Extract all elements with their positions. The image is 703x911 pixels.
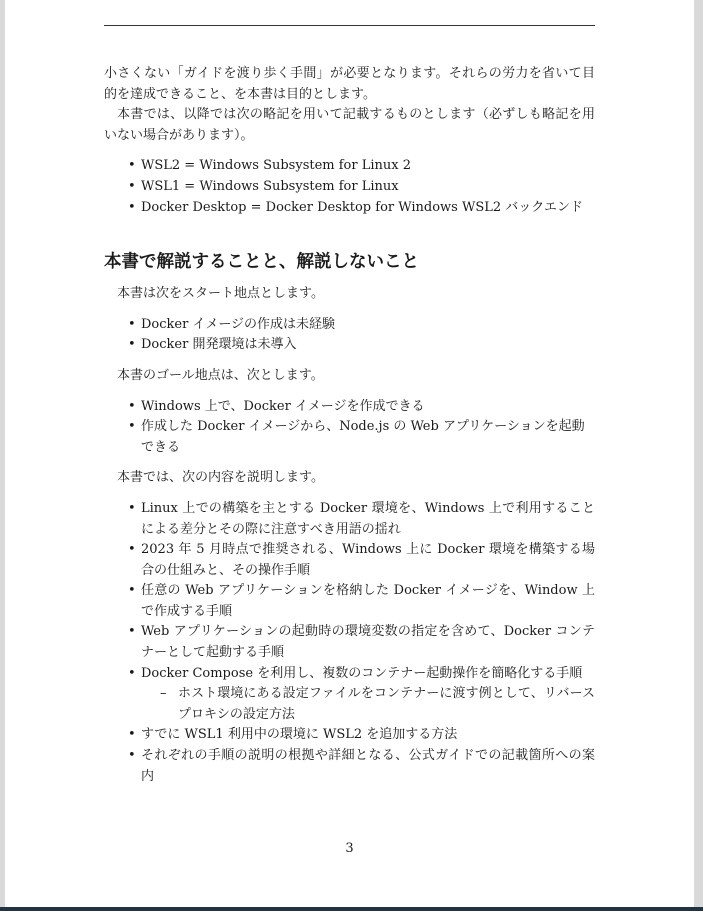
bullet-icon: •	[128, 199, 136, 215]
list-item: • Docker Desktop = Docker Desktop for Windows WSL2 バックエンド	[104, 198, 595, 219]
bullet-icon: •	[128, 316, 136, 332]
content-label: 本書では、次の内容を説明します。	[117, 470, 324, 486]
bullet-icon: •	[128, 542, 136, 558]
pdf-page	[5, 0, 694, 907]
list-item: • Windows 上で、Docker イメージを作成できる	[104, 397, 595, 418]
bullet-icon: •	[128, 727, 136, 743]
list-item: • WSL2 = Windows Subsystem for Linux 2	[104, 156, 595, 177]
bullet-icon: •	[128, 398, 136, 414]
list-item: • それぞれの手順の説明の根拠や詳細となる、公式ガイドでの記載箇所への案内	[128, 748, 595, 784]
bullet-icon: •	[128, 178, 136, 194]
goal-label: 本書のゴール地点は、次とします。	[117, 367, 324, 383]
list-item: • Web アプリケーションの起動時の環境変数の指定を含めて、Docker コンテナーとして起動する手順	[128, 624, 595, 661]
bullet-icon: •	[128, 665, 136, 681]
sub-list-item: – ホスト環境にある設定ファイルをコンテナーに渡す例として、リバースプロキシの設定方法	[160, 686, 595, 722]
bullet-icon: •	[128, 624, 136, 640]
bullet-icon: •	[128, 500, 136, 516]
list-item: • Docker イメージの作成は未経験	[104, 315, 595, 336]
viewer-bottom-bar	[0, 907, 703, 911]
list-item: • 2023 年 5 月時点で推奨される、Windows 上に Docker 環境を構築する場合の仕組みと、その操作手順	[128, 542, 595, 578]
list-item: • Docker Compose を利用し、複数のコンテナー起動操作を簡略化する手順	[104, 664, 595, 685]
content-list	[104, 499, 595, 787]
page-number: 3	[345, 841, 354, 857]
bullet-icon: •	[128, 419, 136, 435]
bullet-icon: •	[128, 158, 136, 174]
list-item: • WSL1 = Windows Subsystem for Linux	[104, 177, 595, 198]
intro-paragraph-2: 本書では、以降では次の略記を用いて記載するものとします（必ずしも略記を用いない場合があります）。	[104, 107, 595, 143]
bullet-icon: •	[128, 748, 136, 764]
goal-list	[104, 397, 595, 459]
list-item: • 任意の Web アプリケーションを格納した Docker イメージを、Window 上で作成する手順	[128, 583, 595, 619]
list-item: • 作成した Docker イメージから、Node.js の Web アプリケーションを起動できる	[128, 419, 585, 455]
section-heading: 本書で解説することと、解説しないこと	[104, 252, 419, 273]
list-item: • Docker 開発環境は未導入	[104, 335, 595, 356]
list-item: • すでに WSL1 利用中の環境に WSL2 を追加する方法	[104, 725, 595, 746]
intro-paragraph-1: 小さくない「ガイドを渡り歩く手間」が必要となります。それらの労力を省いて目的を達成できること、を本書は目的とします。	[104, 66, 595, 102]
start-list	[104, 315, 595, 356]
page-content	[5, 0, 694, 787]
abbreviation-list	[104, 156, 595, 218]
dash-icon: –	[160, 686, 167, 702]
header-rule	[104, 25, 595, 26]
list-item: • Linux 上での構築を主とする Docker 環境を、Windows 上で利用することによる差分とその際に注意すべき用語の揺れ	[128, 500, 595, 537]
bullet-icon: •	[128, 337, 136, 353]
bullet-icon: •	[128, 583, 136, 599]
start-label: 本書は次をスタート地点とします。	[117, 286, 324, 302]
